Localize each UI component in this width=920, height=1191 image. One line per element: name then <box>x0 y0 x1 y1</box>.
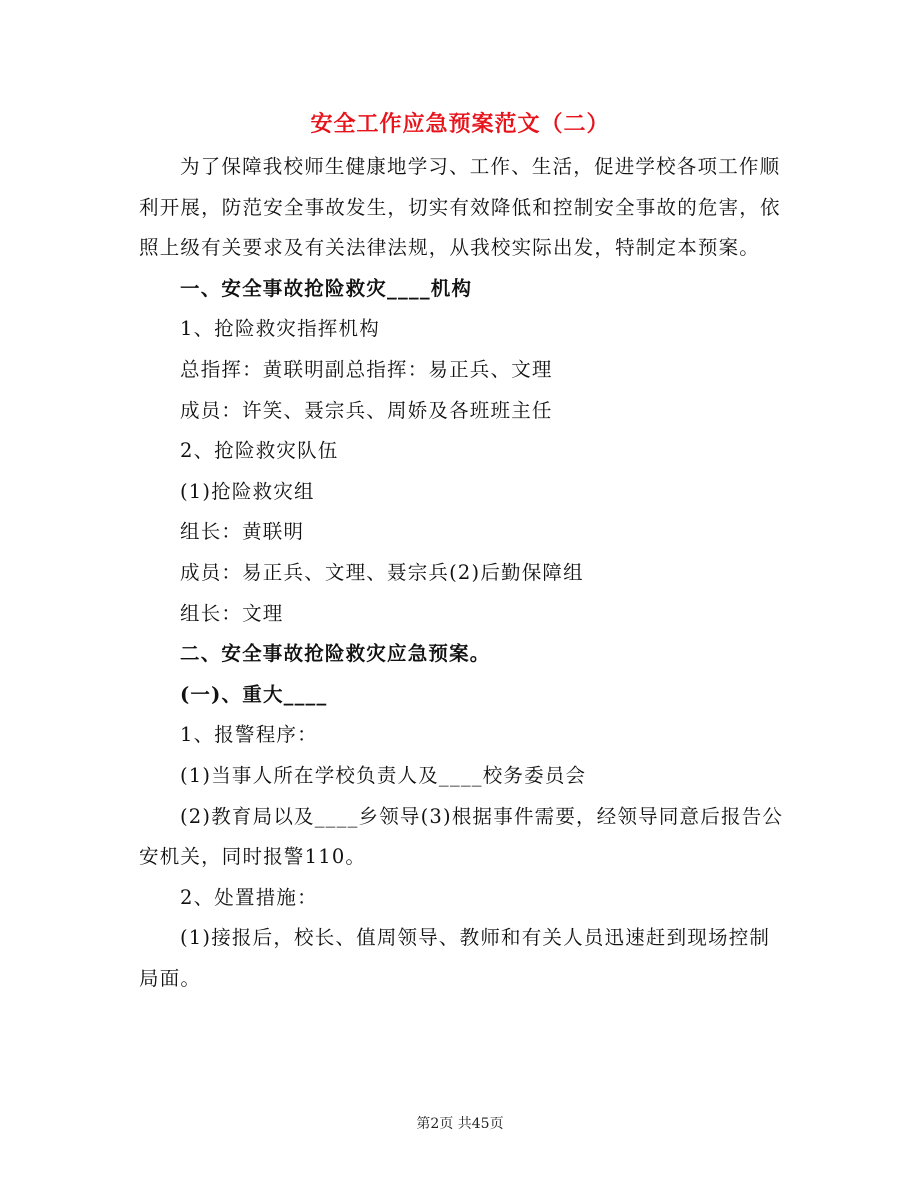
rescue-group-members: 成员：易正兵、文理、聂宗兵(2)后勤保障组 <box>180 560 584 584</box>
subheading-command-structure: 1、抢险救灾指挥机构 <box>180 317 380 341</box>
intro-paragraph: 为了保障我校师生健康地学习、工作、生活，促进学校各项工作顺利开展，防范安全事故发生，切实有效降低和控制安全事故的危害，依照上级有关要求及有关法律法规，从我校实际出发，特制定本预案。 <box>139 155 781 260</box>
subheading-rescue-team: 2、抢险救灾队伍 <box>180 439 339 463</box>
rescue-group-leader: 组长：黄联明 <box>180 520 305 544</box>
alarm-step-2: (2)教育局以及____乡领导(3)根据事件需要，经领导同意后报告公安机关，同时报警110。 <box>139 804 784 869</box>
document-body <box>139 147 787 999</box>
alarm-step-1: (1)当事人所在学校负责人及____校务委员会 <box>180 763 587 787</box>
members-line: 成员：许笑、聂宗兵、周娇及各班班主任 <box>180 398 553 422</box>
measures-heading: 2、处置措施： <box>180 885 318 909</box>
rescue-group-line: (1)抢险救灾组 <box>180 479 315 503</box>
logistics-group-leader: 组长：文理 <box>180 601 284 625</box>
commander-line: 总指挥：黄联明副总指挥：易正兵、文理 <box>180 357 553 381</box>
subsection-heading-major: (一)、重大____ <box>180 682 328 706</box>
document-title: 安全工作应急预案范文（二） <box>310 111 610 137</box>
alarm-procedure-heading: 1、报警程序： <box>180 723 318 747</box>
section-heading-2: 二、安全事故抢险救灾应急预案。 <box>180 642 491 666</box>
page-number: 第2页 共45页 <box>416 1116 504 1132</box>
section-heading-1: 一、安全事故抢险救灾____机构 <box>180 276 473 300</box>
measures-step-1: (1)接报后，校长、值周领导、教师和有关人员迅速赶到现场控制局面。 <box>139 926 771 990</box>
